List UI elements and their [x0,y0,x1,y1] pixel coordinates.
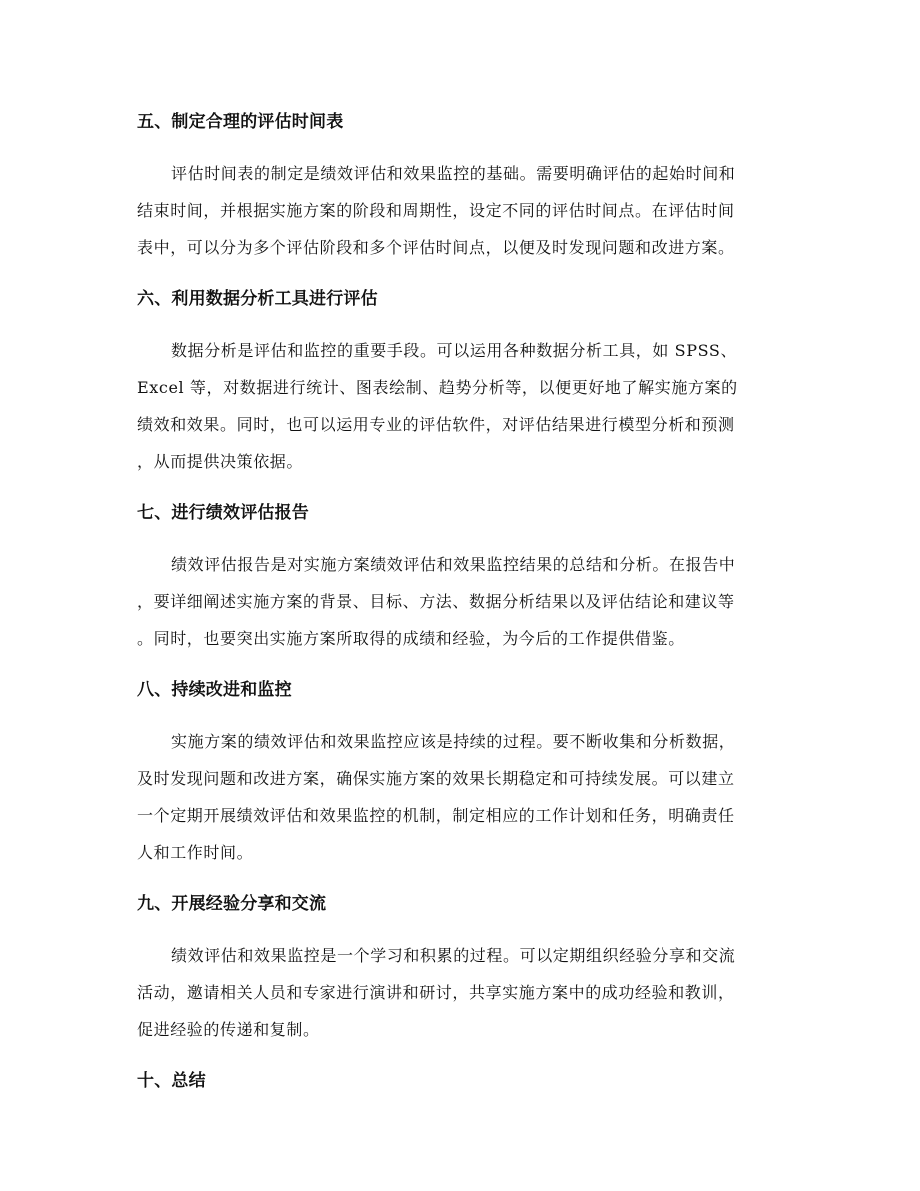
paragraph-line: ，从而提供决策依据。 [137,452,304,471]
paragraph-line: Excel 等，对数据进行统计、图表绘制、趋势分析等，以便更好地了解实施方案的 [137,378,738,397]
paragraph-line: 实施方案的绩效评估和效果监控应该是持续的过程。要不断收集和分析数据， [171,732,736,751]
section-heading: 七、进行绩效评估报告 [137,503,309,523]
section-heading: 五、制定合理的评估时间表 [137,112,344,132]
paragraph-line: 一个定期开展绩效评估和效果监控的机制，制定相应的工作计划和任务，明确责任 [137,806,735,825]
section-heading: 六、利用数据分析工具进行评估 [137,289,378,309]
section-6 [137,281,783,480]
section-paragraph [137,723,783,871]
paragraph-line: 人和工作时间。 [137,843,254,862]
paragraph-line: 绩效和效果。同时，也可以运用专业的评估软件，对评估结果进行模型分析和预测 [137,415,735,434]
paragraph-line: 评估时间表的制定是绩效评估和效果监控的基础。需要明确评估的起始时间和 [171,164,736,183]
paragraph-line: 促进经验的传递和复制。 [137,1020,320,1039]
paragraph-line: ，要详细阐述实施方案的背景、目标、方法、数据分析结果以及评估结论和建议等 [137,592,735,611]
section-heading: 八、持续改进和监控 [137,680,292,700]
section-5 [137,104,783,266]
section-heading: 十、总结 [137,1071,206,1091]
paragraph-line: 绩效评估报告是对实施方案绩效评估和效果监控结果的总结和分析。在报告中 [171,555,736,574]
section-9 [137,886,783,1048]
paragraph-line: 表中，可以分为多个评估阶段和多个评估时间点，以便及时发现问题和改进方案。 [137,238,735,257]
section-paragraph [137,937,783,1048]
section-8 [137,672,783,871]
section-paragraph [137,332,783,480]
paragraph-line: 结束时间，并根据实施方案的阶段和周期性，设定不同的评估时间点。在评估时间 [137,201,735,220]
section-heading: 九、开展经验分享和交流 [137,894,327,914]
paragraph-line: 。同时，也要突出实施方案所取得的成绩和经验，为今后的工作提供借鉴。 [137,629,685,648]
section-7 [137,495,783,657]
paragraph-line: 数据分析是评估和监控的重要手段。可以运用各种数据分析工具，如 SPSS、 [171,341,738,360]
paragraph-line: 及时发现问题和改进方案，确保实施方案的效果长期稳定和可持续发展。可以建立 [137,769,735,788]
paragraph-line: 活动，邀请相关人员和专家进行演讲和研讨，共享实施方案中的成功经验和教训， [137,983,735,1002]
section-paragraph [137,546,783,657]
section-10 [137,1063,783,1099]
paragraph-line: 绩效评估和效果监控是一个学习和积累的过程。可以定期组织经验分享和交流 [171,946,736,965]
section-paragraph [137,155,783,266]
